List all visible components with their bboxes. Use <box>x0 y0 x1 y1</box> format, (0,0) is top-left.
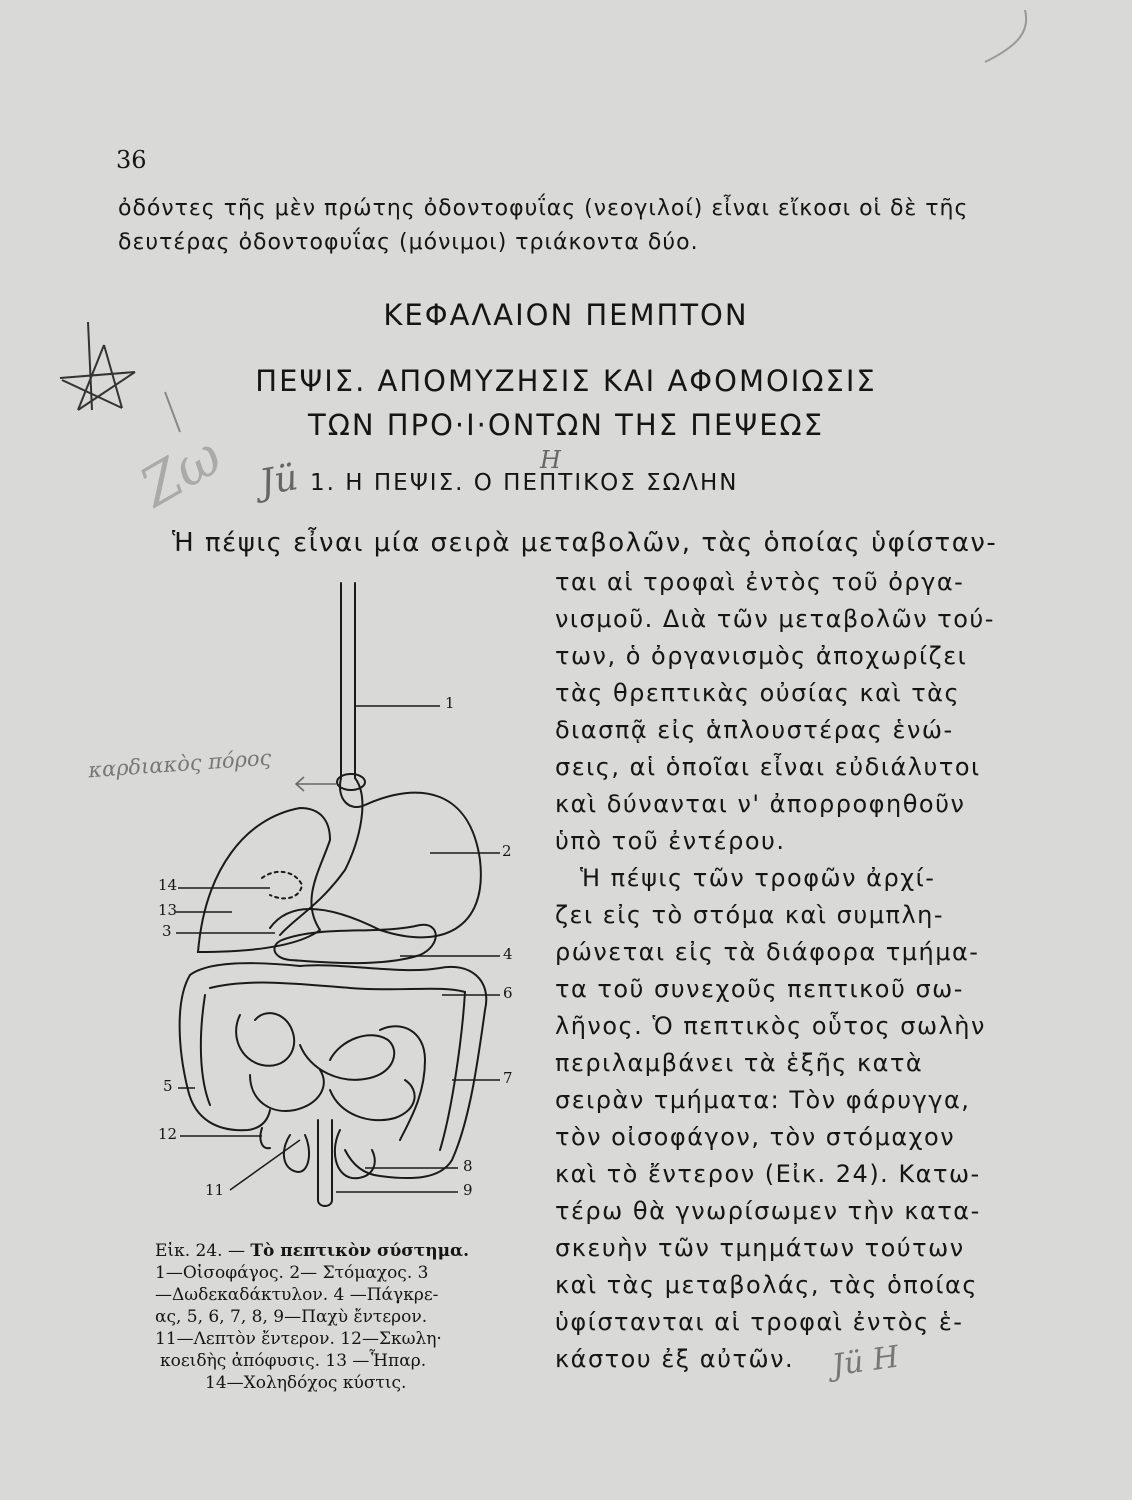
figure-label-11: 11 <box>205 1181 225 1199</box>
figure-caption-line: 1—Οἰσοφάγος. 2— Στόμαχος. 3 <box>155 1263 429 1283</box>
ascending-colon <box>180 975 270 1130</box>
section-heading: 1. Η ΠΕΨΙΣ. Ο ΠΕΠΤΙΚΟΣ ΣΩΛΗΝ <box>310 470 739 496</box>
chapter-title: ΚΕΦΑΛΑΙΟΝ ΠΕΜΠΤΟΝ <box>383 298 749 332</box>
body-line: καὶ τὰς μεταβολάς, τὰς ὁποίας <box>555 1271 978 1299</box>
star-stroke <box>88 322 92 410</box>
small-intestine-loop <box>330 1080 415 1120</box>
figure-caption-line: —Δωδεκαδάκτυλον. 4 —Πάγκρε- <box>155 1285 439 1305</box>
body-line: τέρω θὰ γνωρίσωμεν τὴν κατα- <box>555 1197 981 1225</box>
handwritten-initials: Jü <box>256 457 301 504</box>
figure-label-12: 12 <box>158 1125 178 1143</box>
liver-outline <box>198 808 330 952</box>
figure-caption-line: κοειδὴς ἀπόφυσις. 13 —Ἧπαρ. <box>160 1351 427 1371</box>
subtitle-line-2: ΤΩΝ ΠΡΟ·Ι·ΟΝΤΩΝ ΤΗΣ ΠΕΨΕΩΣ <box>307 408 825 442</box>
pencil-scribble <box>985 10 1026 62</box>
body-line: σειρὰν τμήματα: Τὸν φάρυγγα, <box>555 1086 971 1114</box>
body-line: σκευὴν τῶν τμημάτων τούτων <box>555 1234 965 1262</box>
subtitle-line-1: ΠΕΨΙΣ. ΑΠΟΜΥΖΗΣΙΣ ΚΑΙ ΑΦΟΜΟΙΩΣΙΣ <box>255 364 877 398</box>
star-stroke <box>104 345 122 408</box>
margin-note-handwritten: καρδιακὸς πόρος <box>87 745 273 783</box>
figure-label-2: 2 <box>502 842 512 860</box>
body-line: ρώνεται εἰς τὰ διάφορα τμήμα- <box>555 938 980 966</box>
page-number: 36 <box>116 146 147 174</box>
figure-label-13: 13 <box>158 901 178 919</box>
handwritten-mark: Jü H <box>829 1339 902 1384</box>
check-mark-stroke <box>165 392 180 432</box>
small-intestine-loop <box>250 1070 324 1111</box>
large-intestine-inner <box>210 983 465 1150</box>
body-line: ζει εἰς τὸ στόμα καὶ συμπλη- <box>555 901 945 929</box>
small-intestine-loop <box>300 1035 394 1080</box>
ascending-colon-inner <box>201 995 210 1105</box>
body-line: Ἡ πέψις τῶν τροφῶν ἀρχί- <box>580 864 936 892</box>
handwritten-mark: H <box>540 446 561 474</box>
body-line: τὸν οἰσοφάγον, τὸν στόμαχον <box>555 1123 956 1151</box>
rectum-outline <box>318 1120 332 1206</box>
figure-caption-prefix: Εἰκ. 24. — <box>155 1241 245 1261</box>
body-line: διασπᾷ εἰς ἁπλουστέρας ἑνώ- <box>555 716 954 744</box>
body-line: λῆνος. Ὁ πεπτικὸς οὗτος σωλὴν <box>555 1012 986 1040</box>
gallbladder-outline <box>262 872 302 899</box>
figure-caption-title-line <box>155 1241 469 1261</box>
figure-label-3: 3 <box>162 922 172 940</box>
lead-paragraph-line: Ἡ πέψις εἶναι μία σειρὰ μεταβολῶν, τὰς ὁποίας ὑφίσταν- <box>172 528 998 558</box>
figure-caption-line: 11—Λεπτὸν ἔντερον. 12—Σκωλη· <box>155 1329 442 1349</box>
pancreas-outline <box>274 925 435 963</box>
figure-caption-line: 14—Χοληδόχος κύστις. <box>205 1373 407 1393</box>
body-line: ὑφίστανται αἱ τροφαὶ ἐντὸς ἑ- <box>555 1308 964 1336</box>
figure-label-6: 6 <box>503 984 513 1002</box>
figure-label-8: 8 <box>463 1157 473 1175</box>
figure-label-14: 14 <box>158 876 178 894</box>
body-line: των, ὁ ὀργανισμὸς ἀποχωρίζει <box>555 642 968 670</box>
star-mark <box>60 322 180 432</box>
body-line: τὰς θρεπτικὰς οὐσίας καὶ τὰς <box>555 679 961 707</box>
handwritten-initials: Ζω <box>129 423 232 520</box>
intro-line-2: δευτέρας ὀδοντοφυΐας (μόνιμοι) τριάκοντα δύο. <box>118 230 699 255</box>
figure-label-5: 5 <box>163 1077 173 1095</box>
intro-line-1: ὀδόντες τῆς μὲν πρώτης ὀδοντοφυΐας (νεογιλοί) εἶναι εἴκοσι οἱ δὲ τῆς <box>118 196 969 221</box>
figure-label-7: 7 <box>503 1069 513 1087</box>
corner-scribble <box>985 10 1026 62</box>
body-line: νισμοῦ. Διὰ τῶν μεταβολῶν τού- <box>555 605 995 633</box>
figure-caption-title: Τὸ πεπτικὸν σύστημα. <box>250 1241 470 1261</box>
figure-caption-line: ας, 5, 6, 7, 8, 9—Παχὺ ἔντερον. <box>155 1307 428 1327</box>
body-line: ὑπὸ τοῦ ἐντέρου. <box>555 827 786 855</box>
body-line: περιλαμβάνει τὰ ἑξῆς κατὰ <box>555 1049 924 1077</box>
figure-label-9: 9 <box>463 1181 473 1199</box>
body-line: καὶ τὸ ἔντερον (Εἰκ. 24). Κατω- <box>555 1160 981 1188</box>
small-intestine-loop <box>380 1026 425 1140</box>
sigmoid-colon <box>335 1130 375 1178</box>
figure-label-1: 1 <box>445 694 455 712</box>
appendix-outline <box>260 1128 270 1148</box>
body-line: κάστου ἐξ αὐτῶν. <box>555 1345 795 1373</box>
body-line: τα τοῦ συνεχοῦς πεπτικοῦ σω- <box>555 975 964 1003</box>
small-intestine-loop <box>236 1013 294 1066</box>
figure-label-4: 4 <box>503 945 513 963</box>
star-stroke <box>60 372 135 378</box>
stomach-outline <box>270 778 481 937</box>
body-line: καὶ δύνανται ν' ἀπορροφηθοῦν <box>555 790 966 818</box>
ileum-end <box>284 1135 309 1172</box>
body-line: σεις, αἱ ὁποῖαι εἶναι εὐδιάλυτοι <box>555 753 981 781</box>
body-line: ται αἱ τροφαὶ ἐντὸς τοῦ ὀργα- <box>555 568 965 596</box>
